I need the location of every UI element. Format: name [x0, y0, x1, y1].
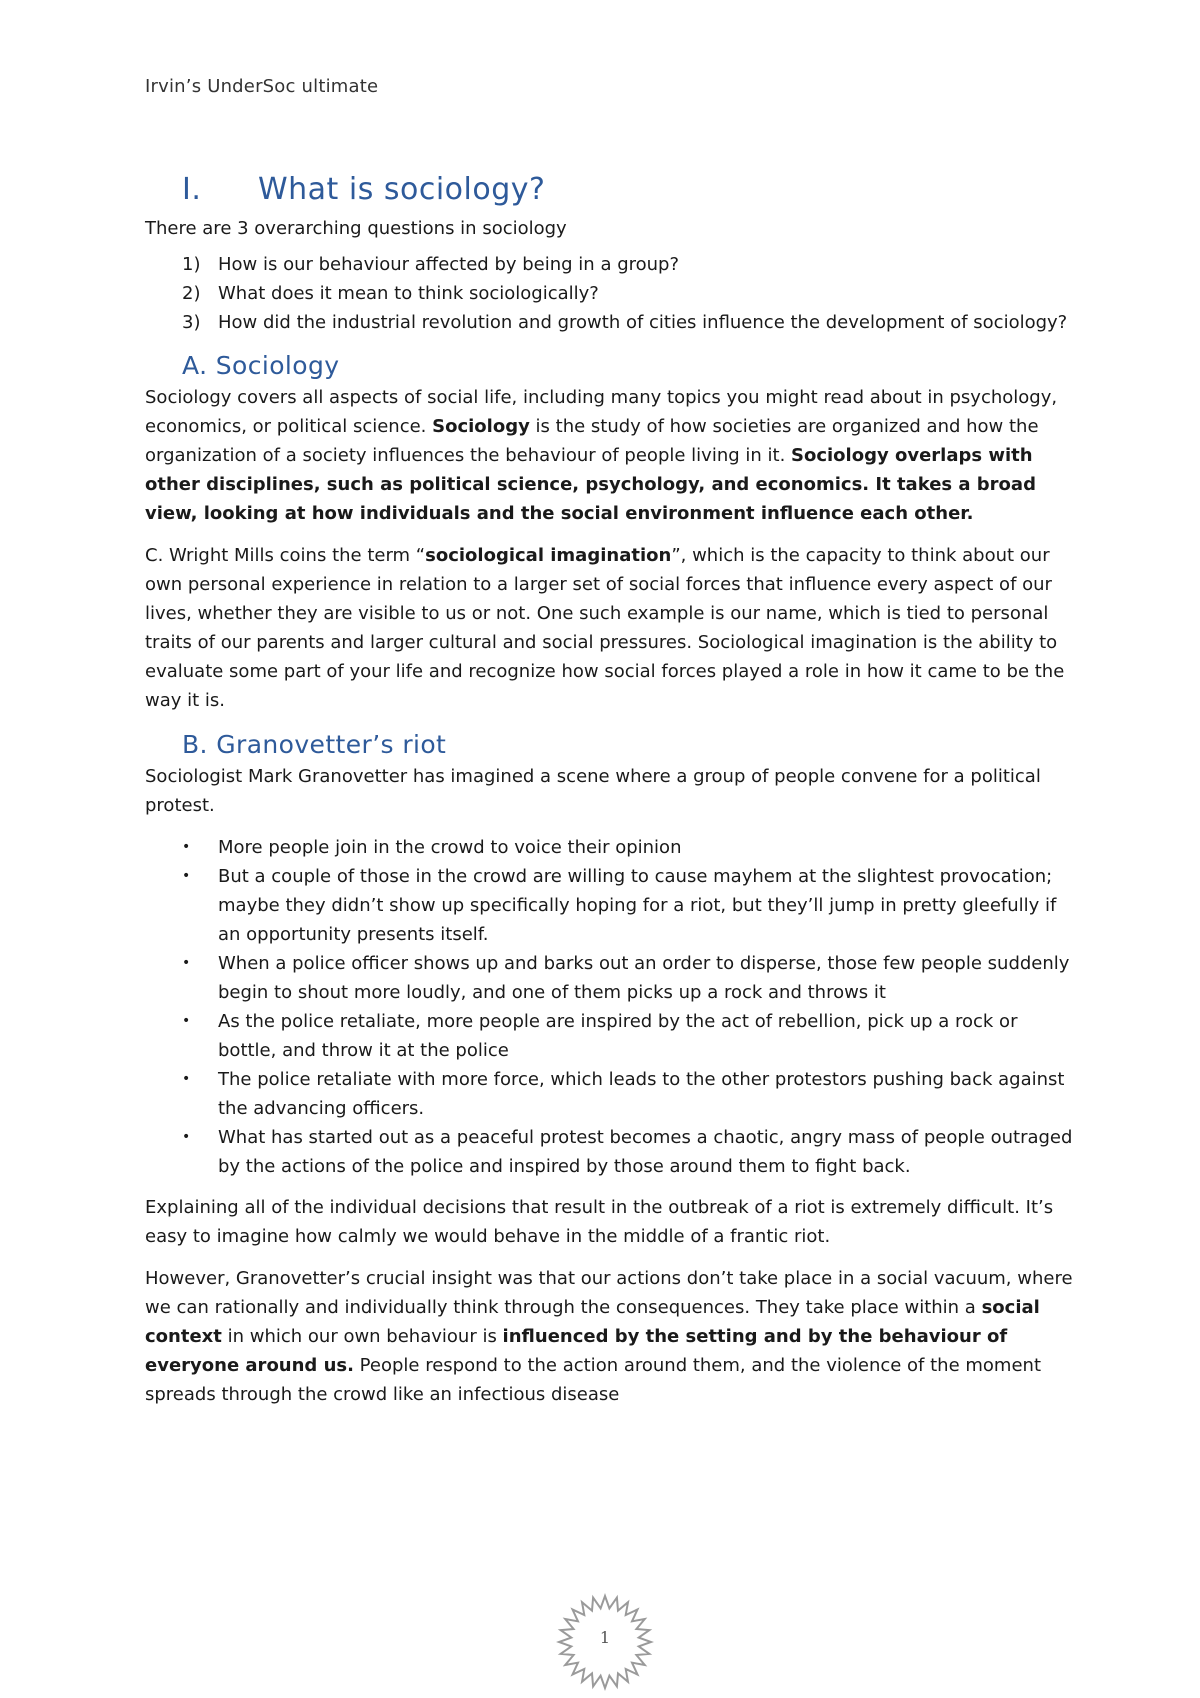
bullet-icon: • [182, 955, 191, 971]
document-body [145, 168, 1075, 1422]
subheading-sociology: A. Sociology [182, 351, 340, 380]
paragraph-social-context: However, Granovetter’s crucial insight was that our actions don’t take place in a social vacuum, where we can rationally and individually think through the consequences. They take place within a social context in which our own behaviour is influenced by the setting and by the behaviour of everyone around us. People respond to the action around them, and the violence of the moment spreads through the crowd like an infectious disease [145, 1268, 1073, 1405]
page-number: 1 [599, 1628, 611, 1647]
list-item: • But a couple of those in the crowd are willing to cause mayhem at the slightest provocation; maybe they didn’t show up specifically hoping for a riot, but they’ll jump in pretty gleefully if an opportunity presents itself. [145, 862, 1075, 949]
list-item: 3) How did the industrial revolution and growth of cities influence the development of sociology? [182, 312, 1068, 333]
list-item: 2) What does it mean to think sociologically? [182, 283, 599, 304]
paragraph-riot-explanation: Explaining all of the individual decisions that result in the outbreak of a riot is extremely difficult. It’s easy to imagine how calmly we would behave in the middle of a frantic riot. [145, 1197, 1054, 1247]
section-heading-what-is-sociology [145, 168, 1075, 212]
paragraph-sociology-definition: Sociology covers all aspects of social life, including many topics you might read about in psychology, economics, or political science. Sociology is the study of how societies are organized and how the organization of a society influences the behaviour of people living in it. Sociology overlaps with other disciplines, such as political science, psychology, and economics. It takes a broad view, looking at how individuals and the social environment influence each other. [145, 387, 1058, 524]
paragraph-granovetter-intro: Sociologist Mark Granovetter has imagined a scene where a group of people convene for a political protest. [145, 766, 1041, 816]
page-number-badge [555, 1592, 655, 1692]
paragraph-sociological-imagination: C. Wright Mills coins the term “sociological imagination”, which is the capacity to think about our own personal experience in relation to a larger set of social forces that influence every aspect of our lives, whether they are visible to us or not. One such example is our name, which is tied to personal traits of our parents and larger cultural and social pressures. Sociological imagination is the ability to evaluate some part of your life and recognize how social forces played a role in how it came to be the way it is. [145, 545, 1065, 711]
list-item: • As the police retaliate, more people are inspired by the act of rebellion, pick up a rock or bottle, and throw it at the police [145, 1007, 1075, 1065]
subheading-granovetter-riot: B. Granovetter’s riot [182, 730, 447, 759]
bullet-icon: • [182, 1071, 191, 1087]
bullet-icon: • [182, 839, 191, 855]
document-header: Irvin’s UnderSoc ultimate [145, 76, 379, 97]
questions-intro: There are 3 overarching questions in sociology [145, 218, 567, 239]
bullet-icon: • [182, 868, 191, 884]
bullet-icon: • [182, 1013, 191, 1029]
section-number: I. [182, 172, 202, 207]
bullet-icon: • [182, 1129, 191, 1145]
list-item: • More people join in the crowd to voice their opinion [145, 833, 1075, 862]
questions-list [145, 250, 1075, 337]
list-item: • The police retaliate with more force, which leads to the other protestors pushing back against the advancing officers. [145, 1065, 1075, 1123]
riot-bullet-list [145, 833, 1075, 1181]
list-item: • When a police officer shows up and barks out an order to disperse, those few people suddenly begin to shout more loudly, and one of them picks up a rock and throws it [145, 949, 1075, 1007]
list-item: 1) How is our behaviour affected by being in a group? [182, 254, 680, 275]
list-item: • What has started out as a peaceful protest becomes a chaotic, angry mass of people outraged by the actions of the police and inspired by those around them to fight back. [145, 1123, 1075, 1181]
section-title: What is sociology? [258, 172, 546, 207]
